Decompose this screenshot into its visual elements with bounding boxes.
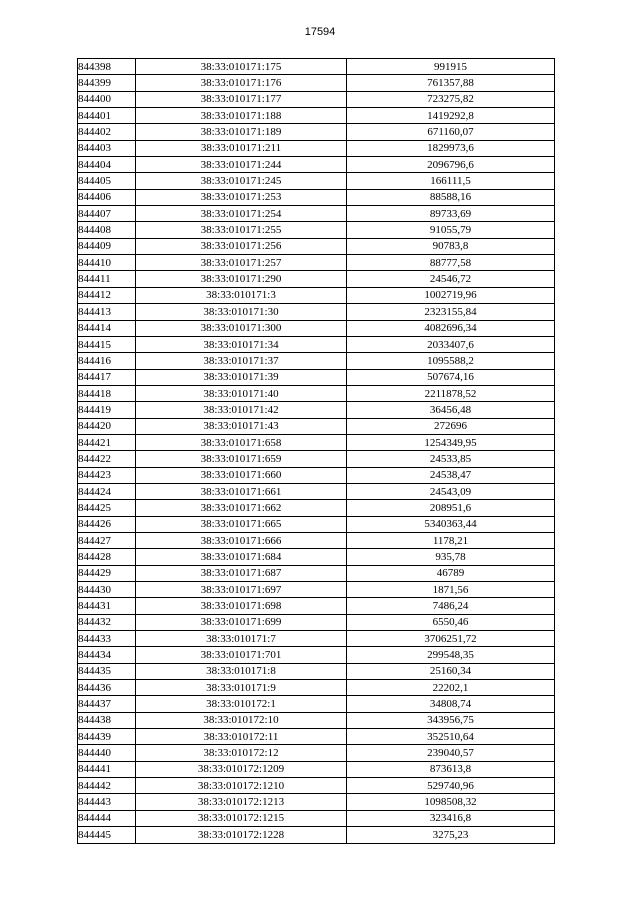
table-row	[78, 614, 555, 630]
value-cell: 2323155,84	[347, 304, 555, 320]
value-cell: 2096796,6	[347, 157, 555, 173]
table-row	[78, 434, 555, 450]
row-number-cell: 844405	[78, 173, 136, 189]
row-number-cell: 844442	[78, 778, 136, 794]
table-row	[78, 271, 555, 287]
cadastral-number-cell: 38:33:010172:10	[136, 712, 347, 728]
value-cell: 1178,21	[347, 532, 555, 548]
table-row	[78, 663, 555, 679]
registry-table	[77, 58, 555, 844]
row-number-cell: 844399	[78, 75, 136, 91]
row-number-cell: 844440	[78, 745, 136, 761]
row-number-cell: 844434	[78, 647, 136, 663]
cadastral-number-cell: 38:33:010171:290	[136, 271, 347, 287]
row-number-cell: 844439	[78, 729, 136, 745]
row-number-cell: 844426	[78, 516, 136, 532]
cadastral-number-cell: 38:33:010171:684	[136, 549, 347, 565]
value-cell: 2211878,52	[347, 385, 555, 401]
table-row	[78, 222, 555, 238]
table-row	[78, 353, 555, 369]
row-number-cell: 844427	[78, 532, 136, 548]
cadastral-number-cell: 38:33:010171:658	[136, 434, 347, 450]
table-row	[78, 647, 555, 663]
cadastral-number-cell: 38:33:010171:701	[136, 647, 347, 663]
value-cell: 1254349,95	[347, 434, 555, 450]
value-cell: 166111,5	[347, 173, 555, 189]
cadastral-number-cell: 38:33:010171:254	[136, 206, 347, 222]
value-cell: 343956,75	[347, 712, 555, 728]
row-number-cell: 844402	[78, 124, 136, 140]
cadastral-number-cell: 38:33:010171:300	[136, 320, 347, 336]
value-cell: 272696	[347, 418, 555, 434]
cadastral-number-cell: 38:33:010171:34	[136, 336, 347, 352]
row-number-cell: 844401	[78, 108, 136, 124]
cadastral-number-cell: 38:33:010171:188	[136, 108, 347, 124]
table-row	[78, 189, 555, 205]
cadastral-number-cell: 38:33:010171:665	[136, 516, 347, 532]
row-number-cell: 844406	[78, 189, 136, 205]
row-number-cell: 844400	[78, 91, 136, 107]
row-number-cell: 844441	[78, 761, 136, 777]
value-cell: 1871,56	[347, 582, 555, 598]
row-number-cell: 844403	[78, 140, 136, 156]
table-row	[78, 631, 555, 647]
cadastral-number-cell: 38:33:010172:12	[136, 745, 347, 761]
page-number: 17594	[304, 26, 336, 38]
table-row	[78, 565, 555, 581]
cadastral-number-cell: 38:33:010171:245	[136, 173, 347, 189]
cadastral-number-cell: 38:33:010172:1210	[136, 778, 347, 794]
value-cell: 507674,16	[347, 369, 555, 385]
value-cell: 991915	[347, 59, 555, 75]
table-row	[78, 516, 555, 532]
value-cell: 24538,47	[347, 467, 555, 483]
table-row	[78, 712, 555, 728]
table-row	[78, 500, 555, 516]
row-number-cell: 844424	[78, 483, 136, 499]
value-cell: 5340363,44	[347, 516, 555, 532]
row-number-cell: 844408	[78, 222, 136, 238]
cadastral-number-cell: 38:33:010171:256	[136, 238, 347, 254]
row-number-cell: 844435	[78, 663, 136, 679]
cadastral-number-cell: 38:33:010171:699	[136, 614, 347, 630]
cadastral-number-cell: 38:33:010171:659	[136, 451, 347, 467]
row-number-cell: 844398	[78, 59, 136, 75]
row-number-cell: 844416	[78, 353, 136, 369]
cadastral-number-cell: 38:33:010171:253	[136, 189, 347, 205]
value-cell: 6550,46	[347, 614, 555, 630]
table-row	[78, 451, 555, 467]
value-cell: 1098508,32	[347, 794, 555, 810]
cadastral-number-cell: 38:33:010171:40	[136, 385, 347, 401]
value-cell: 208951,6	[347, 500, 555, 516]
row-number-cell: 844409	[78, 238, 136, 254]
table-row	[78, 75, 555, 91]
cadastral-number-cell: 38:33:010172:1	[136, 696, 347, 712]
table-row	[78, 287, 555, 303]
value-cell: 723275,82	[347, 91, 555, 107]
table-row	[78, 794, 555, 810]
value-cell: 89733,69	[347, 206, 555, 222]
cadastral-number-cell: 38:33:010171:37	[136, 353, 347, 369]
value-cell: 7486,24	[347, 598, 555, 614]
row-number-cell: 844445	[78, 827, 136, 843]
value-cell: 761357,88	[347, 75, 555, 91]
value-cell: 1829973,6	[347, 140, 555, 156]
table-row	[78, 255, 555, 271]
row-number-cell: 844421	[78, 434, 136, 450]
row-number-cell: 844430	[78, 582, 136, 598]
value-cell: 323416,8	[347, 810, 555, 826]
table-row	[78, 532, 555, 548]
cadastral-number-cell: 38:33:010172:1213	[136, 794, 347, 810]
table-row	[78, 157, 555, 173]
table-row	[78, 598, 555, 614]
cadastral-number-cell: 38:33:010171:660	[136, 467, 347, 483]
value-cell: 4082696,34	[347, 320, 555, 336]
row-number-cell: 844429	[78, 565, 136, 581]
value-cell: 1095588,2	[347, 353, 555, 369]
table-row	[78, 483, 555, 499]
table-row	[78, 827, 555, 843]
cadastral-number-cell: 38:33:010171:30	[136, 304, 347, 320]
cadastral-number-cell: 38:33:010171:257	[136, 255, 347, 271]
cadastral-number-cell: 38:33:010172:11	[136, 729, 347, 745]
cadastral-number-cell: 38:33:010171:211	[136, 140, 347, 156]
value-cell: 24533,85	[347, 451, 555, 467]
value-cell: 22202,1	[347, 680, 555, 696]
cadastral-number-cell: 38:33:010171:43	[136, 418, 347, 434]
cadastral-number-cell: 38:33:010171:175	[136, 59, 347, 75]
value-cell: 873613,8	[347, 761, 555, 777]
table-row	[78, 745, 555, 761]
row-number-cell: 844428	[78, 549, 136, 565]
registry-table-body	[78, 59, 555, 844]
row-number-cell: 844415	[78, 336, 136, 352]
value-cell: 3706251,72	[347, 631, 555, 647]
row-number-cell: 844418	[78, 385, 136, 401]
value-cell: 671160,07	[347, 124, 555, 140]
value-cell: 91055,79	[347, 222, 555, 238]
cadastral-number-cell: 38:33:010171:662	[136, 500, 347, 516]
value-cell: 352510,64	[347, 729, 555, 745]
cadastral-number-cell: 38:33:010171:39	[136, 369, 347, 385]
row-number-cell: 844417	[78, 369, 136, 385]
row-number-cell: 844414	[78, 320, 136, 336]
table-row	[78, 810, 555, 826]
table-row	[78, 680, 555, 696]
row-number-cell: 844411	[78, 271, 136, 287]
cadastral-number-cell: 38:33:010171:661	[136, 483, 347, 499]
row-number-cell: 844420	[78, 418, 136, 434]
table-row	[78, 369, 555, 385]
row-number-cell: 844431	[78, 598, 136, 614]
row-number-cell: 844433	[78, 631, 136, 647]
row-number-cell: 844432	[78, 614, 136, 630]
row-number-cell: 844443	[78, 794, 136, 810]
row-number-cell: 844407	[78, 206, 136, 222]
value-cell: 88777,58	[347, 255, 555, 271]
cadastral-number-cell: 38:33:010171:687	[136, 565, 347, 581]
value-cell: 3275,23	[347, 827, 555, 843]
cadastral-number-cell: 38:33:010171:697	[136, 582, 347, 598]
row-number-cell: 844412	[78, 287, 136, 303]
table-row	[78, 336, 555, 352]
cadastral-number-cell: 38:33:010171:177	[136, 91, 347, 107]
table-row	[78, 467, 555, 483]
row-number-cell: 844437	[78, 696, 136, 712]
table-row	[78, 59, 555, 75]
row-number-cell: 844425	[78, 500, 136, 516]
cadastral-number-cell: 38:33:010172:1209	[136, 761, 347, 777]
cadastral-number-cell: 38:33:010172:1228	[136, 827, 347, 843]
row-number-cell: 844436	[78, 680, 136, 696]
value-cell: 34808,74	[347, 696, 555, 712]
cadastral-number-cell: 38:33:010171:42	[136, 402, 347, 418]
cadastral-number-cell: 38:33:010171:666	[136, 532, 347, 548]
cadastral-number-cell: 38:33:010171:176	[136, 75, 347, 91]
table-row	[78, 418, 555, 434]
value-cell: 529740,96	[347, 778, 555, 794]
table-row	[78, 761, 555, 777]
table-row	[78, 108, 555, 124]
table-row	[78, 91, 555, 107]
value-cell: 299548,35	[347, 647, 555, 663]
table-row	[78, 173, 555, 189]
cadastral-number-cell: 38:33:010171:189	[136, 124, 347, 140]
table-row	[78, 582, 555, 598]
table-row	[78, 729, 555, 745]
row-number-cell: 844404	[78, 157, 136, 173]
table-row	[78, 696, 555, 712]
table-row	[78, 385, 555, 401]
table-row	[78, 124, 555, 140]
row-number-cell: 844423	[78, 467, 136, 483]
value-cell: 1419292,8	[347, 108, 555, 124]
row-number-cell: 844444	[78, 810, 136, 826]
table-row	[78, 549, 555, 565]
table-row	[78, 206, 555, 222]
cadastral-number-cell: 38:33:010172:1215	[136, 810, 347, 826]
value-cell: 46789	[347, 565, 555, 581]
value-cell: 25160,34	[347, 663, 555, 679]
cadastral-number-cell: 38:33:010171:7	[136, 631, 347, 647]
cadastral-number-cell: 38:33:010171:698	[136, 598, 347, 614]
value-cell: 24543,09	[347, 483, 555, 499]
cadastral-number-cell: 38:33:010171:255	[136, 222, 347, 238]
row-number-cell: 844413	[78, 304, 136, 320]
cadastral-number-cell: 38:33:010171:9	[136, 680, 347, 696]
row-number-cell: 844438	[78, 712, 136, 728]
value-cell: 88588,16	[347, 189, 555, 205]
value-cell: 239040,57	[347, 745, 555, 761]
table-row	[78, 304, 555, 320]
row-number-cell: 844419	[78, 402, 136, 418]
row-number-cell: 844410	[78, 255, 136, 271]
cadastral-number-cell: 38:33:010171:244	[136, 157, 347, 173]
table-row	[78, 238, 555, 254]
table-row	[78, 778, 555, 794]
value-cell: 1002719,96	[347, 287, 555, 303]
cadastral-number-cell: 38:33:010171:3	[136, 287, 347, 303]
table-row	[78, 140, 555, 156]
table-row	[78, 402, 555, 418]
cadastral-number-cell: 38:33:010171:8	[136, 663, 347, 679]
value-cell: 36456,48	[347, 402, 555, 418]
value-cell: 935,78	[347, 549, 555, 565]
row-number-cell: 844422	[78, 451, 136, 467]
value-cell: 24546,72	[347, 271, 555, 287]
table-row	[78, 320, 555, 336]
value-cell: 2033407,6	[347, 336, 555, 352]
value-cell: 90783,8	[347, 238, 555, 254]
